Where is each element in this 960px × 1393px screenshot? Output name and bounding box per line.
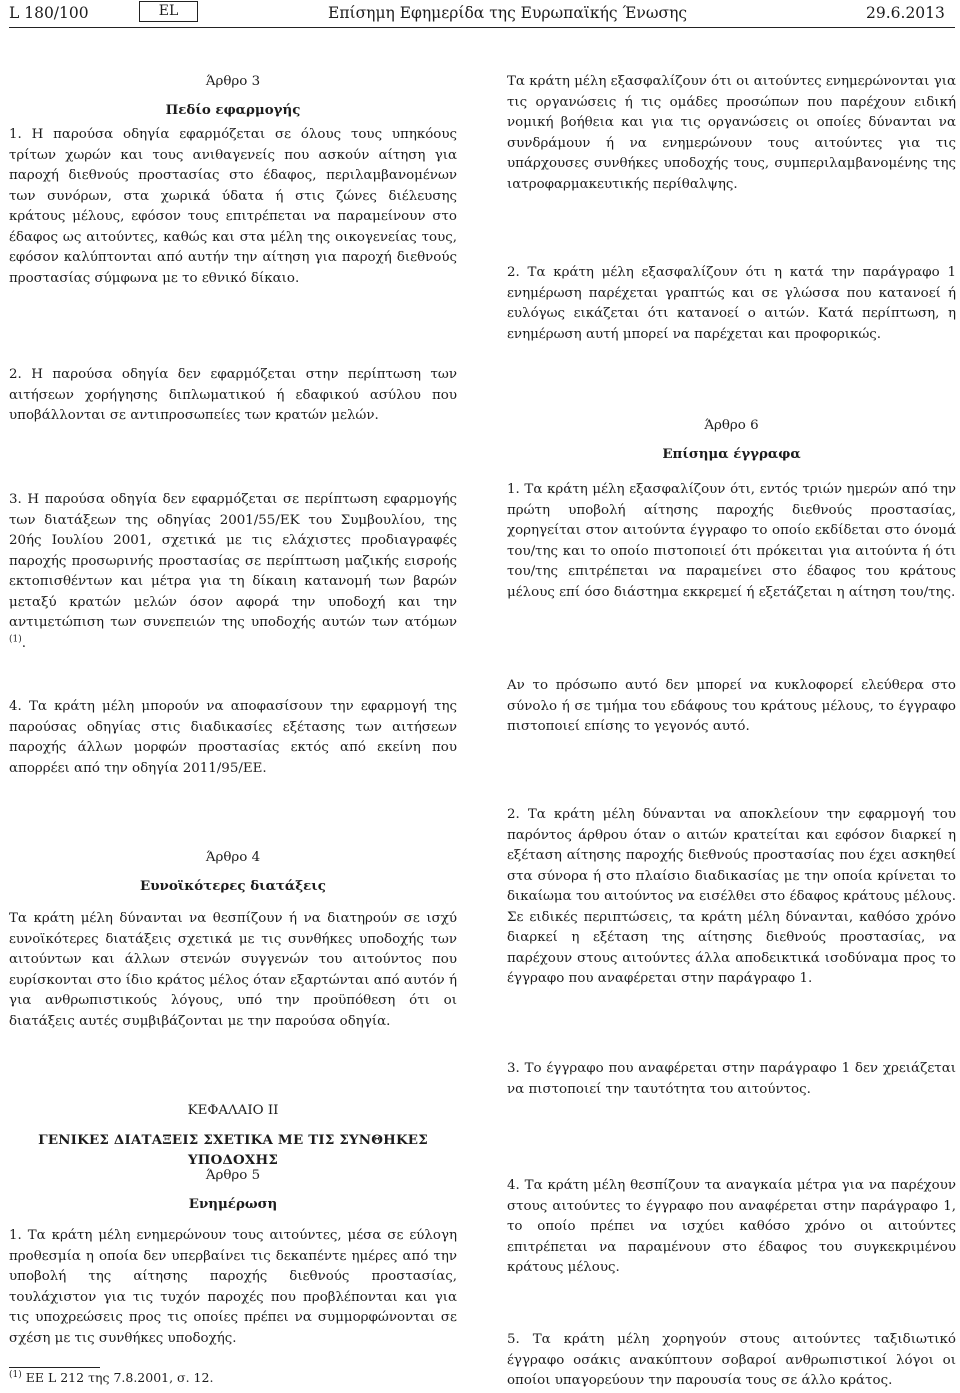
article-3-paragraph-3 (9, 490, 457, 654)
article-5-heading (9, 1166, 457, 1214)
footnote-text: ΕΕ L 212 της 7.8.2001, σ. 12. (25, 1370, 214, 1385)
footnote (9, 1369, 213, 1387)
article-4-heading (9, 848, 457, 896)
chapter-number: ΚΕΦΑΛΑΙΟ II (187, 1103, 279, 1118)
article-6-paragraph-4: 4. Τα κράτη μέλη θεσπίζουν τα αναγκαία μέτρα για να παρέχουν στους αιτούντες το έγγραφο που αναφέρεται στην παράγραφο 1, το οποίο πρέπει να ισχύει καθόσο χρόνο οι αιτούντες επιτρέπεται να παραμένουν στο έδαφος του συγκεκριμένου κράτους μέλους. (507, 1178, 956, 1275)
article-title: Ευνοϊκότερες διατάξεις (140, 878, 326, 894)
header-divider (9, 27, 955, 28)
article-3-paragraph-4: 4. Τα κράτη μέλη μπορούν να αποφασίσουν την εφαρμογή της παρούσας οδηγίας στις διαδικασίες εξέτασης των αιτήσεων παροχής άλλων μορφών προστασίας εκτός από εκείνη που απορρέει από την οδηγία 2011/95/ΕΕ. (9, 699, 457, 776)
article-number: Άρθρο 6 (704, 418, 759, 433)
article-6-paragraph-1-continued: Αν το πρόσωπο αυτό δεν μπορεί να κυκλοφορεί ελεύθερα στο σύνολο ή σε τμήμα του εδάφους του κράτους μέλους, το έγγραφο πιστοποιεί επίσης το γεγονός αυτό. (507, 678, 956, 734)
footnote-marker: (1) (9, 1369, 22, 1380)
article-6-paragraph-3: 3. Το έγγραφο που αναφέρεται στην παράγραφο 1 δεν χρειάζεται να πιστοποιεί την ταυτότητα του αιτούντος. (507, 1061, 956, 1097)
article-6-paragraph-2: 2. Τα κράτη μέλη δύνανται να αποκλείουν την εφαρμογή του παρόντος άρθρου όταν ο αιτών κρατείται και εφόσον διαρκεί η εξέταση αίτησης παροχής διεθνούς προστασίας που έχει ασκηθεί στα σύνορα ή στο πλαίσιο διαδικασίας με την οποία κρίνεται το δικαίωμα του αιτούντος να εισέλθει στο έδαφος κράτους μέλους. Σε ειδικές περιπτώσεις, τα κράτη μέλη δύνανται, καθόσο χρόνο διαρκεί η εξέταση της αίτησης διεθνούς προστασίας, να παρέχουν στους αιτούντες άλλα αποδεικτικά ισοδύναμα προς το έγγραφο που αναφέρεται στην παράγραφο 1. (507, 807, 956, 986)
page-reference: L 180/100 (9, 4, 89, 22)
article-6-heading (507, 416, 956, 464)
article-title: Πεδίο εφαρμογής (165, 102, 301, 118)
footnote-divider (9, 1367, 100, 1368)
chapter-title: ΓΕΝΙΚΕΣ ΔΙΑΤΑΞΕΙΣ ΣΧΕΤΙΚΑ ΜΕ ΤΙΣ ΣΥΝΘΗΚΕΣ ΥΠΟΔΟΧΗΣ (38, 1132, 428, 1168)
article-6-paragraph-1: 1. Τα κράτη μέλη εξασφαλίζουν ότι, εντός τριών ημερών από την πρώτη υποβολή αίτησης παροχής διεθνούς προστασίας, χορηγείται στον αιτούντα έγγραφο το οποίο εκδίδεται στο όνομά του/της και το οποίο πιστοποιεί ότι πρόκειται για αιτούντα ή ότι του/της επιτρέπεται να παραμείνει στο έδαφος του κράτους μέλους επί όσο διάστημα εκκρεμεί ή εξετάζεται η αίτηση του/της. (507, 482, 956, 600)
article-title: Ενημέρωση (188, 1196, 278, 1212)
publication-date: 29.6.2013 (866, 4, 945, 22)
journal-title: Επίσημη Εφημερίδα της Ευρωπαϊκής Ένωσης (328, 4, 688, 22)
article-number: Άρθρο 3 (205, 74, 261, 89)
article-number: Άρθρο 5 (205, 1168, 261, 1183)
article-5-paragraph-1-continued: Τα κράτη μέλη εξασφαλίζουν ότι οι αιτούντες ενημερώνονται για τις οργανώσεις ή τις ομάδες προσώπων που παρέχουν ειδική νομική βοήθεια και για τις οργανώσεις οι οποίες δύνανται να συνδράμουν ή να ενημερώνουν τους αιτούντες για τις υπάρχουσες συνθήκες υποδοχής τους, συμπεριλαμβανομένης της ιατροφαρμακευτικής περίθαλψης. (507, 74, 956, 192)
article-5-paragraph-2: 2. Τα κράτη μέλη εξασφαλίζουν ότι η κατά την παράγραφο 1 ενημέρωση παρέχεται γραπτώς και σε γλώσσα που κατανοεί ή ευλόγως εικάζεται ότι κατανοεί ο αιτών. Κατά περίπτωση, η ενημέρωση αυτή μπορεί να παρέχεται και προφορικώς. (507, 265, 956, 342)
article-4-paragraph: Τα κράτη μέλη δύνανται να θεσπίζουν ή να διατηρούν σε ισχύ ευνοϊκότερες διατάξεις σχετικά με τις συνθήκες υποδοχής των αιτούντων και άλλων στενών συγγενών του αιτούντος που ευρίσκονται στο ίδιο κράτος μέλος όταν εξαρτώνται από αυτόν ή για ανθρωπιστικούς λόγους, υπό την προϋπόθεση ότι οι διατάξεις αυτές συμβιβάζονται με την παρούσα οδηγία. (9, 911, 457, 1029)
article-5-paragraph-1: 1. Τα κράτη μέλη ενημερώνουν τους αιτούντες, μέσα σε εύλογη προθεσμία η οποία δεν υπερβαίνει τις δεκαπέντε ημέρες από την υποβολή της αίτησης παροχής διεθνούς προστασίας, τουλάχιστον για τις τυχόν παροχές που προβλέπονται και για τις υποχρεώσεις προς τις οποίες πρέπει να συμμορφώνονται σε σχέση με τις συνθήκες υποδοχής. (9, 1228, 457, 1346)
footnote-reference[interactable]: (1) (9, 634, 22, 645)
article-3-paragraph-2: 2. Η παρούσα οδηγία δεν εφαρμόζεται στην περίπτωση των αιτήσεων χορήγησης διπλωματικού ή εδαφικού ασύλου που υποβάλλονται σε αντιπροσωπείες των κρατών μελών. (9, 367, 457, 423)
article-title: Επίσημα έγγραφα (662, 446, 801, 462)
paragraph-end: . (21, 635, 27, 651)
language-badge: EL (139, 1, 198, 22)
article-3-heading (9, 72, 457, 120)
paragraph-text: 3. Η παρούσα οδηγία δεν εφαρμόζεται σε περίπτωση εφαρμογής των διατάξεων της οδηγίας 2001/55/ΕΚ του Συμβουλίου, της 20ής Ιουλίου 2001, σχετικά με τις ελάχιστες προδιαγραφές παροχής προσωρινής προστασίας σε περίπτωση μαζικής εισροής εκτοπισθέντων και μέτρα για τη δίκαιη κατανομή των βαρών μεταξύ κρατών μελών όσον αφορά την υποδοχή και την αντιμετώπιση των συνεπειών της υποδοχής αυτών των ατόμων (9, 492, 457, 630)
article-number: Άρθρο 4 (205, 850, 261, 865)
article-3-paragraph-1: 1. Η παρούσα οδηγία εφαρμόζεται σε όλους τους υπηκόους τρίτων χωρών και τους ανιθαγενείς που ασκούν αίτηση για παροχή διεθνούς προστασίας στο έδαφος, περιλαμβανομένων των συνόρων, στα χωρικά ύδατα ή στις ζώνες διέλευσης κράτους μέλους, εφόσον τους επιτρέπεται να παραμείνουν στο έδαφος ως αιτούντες, καθώς και στα μέλη της οικογενείας τους, εφόσον καλύπτονται από αυτήν την αίτηση για παροχή διεθνούς προστασίας σύμφωνα με το εθνικό δίκαιο. (9, 127, 457, 286)
article-6-paragraph-5: 5. Τα κράτη μέλη χορηγούν στους αιτούντες ταξιδιωτικό έγγραφο οσάκις ανακύπτουν σοβαροί ανθρωπιστικοί λόγοι οι οποίοι υπαγορεύουν την παρουσία τους σε άλλο κράτος. (507, 1332, 956, 1388)
